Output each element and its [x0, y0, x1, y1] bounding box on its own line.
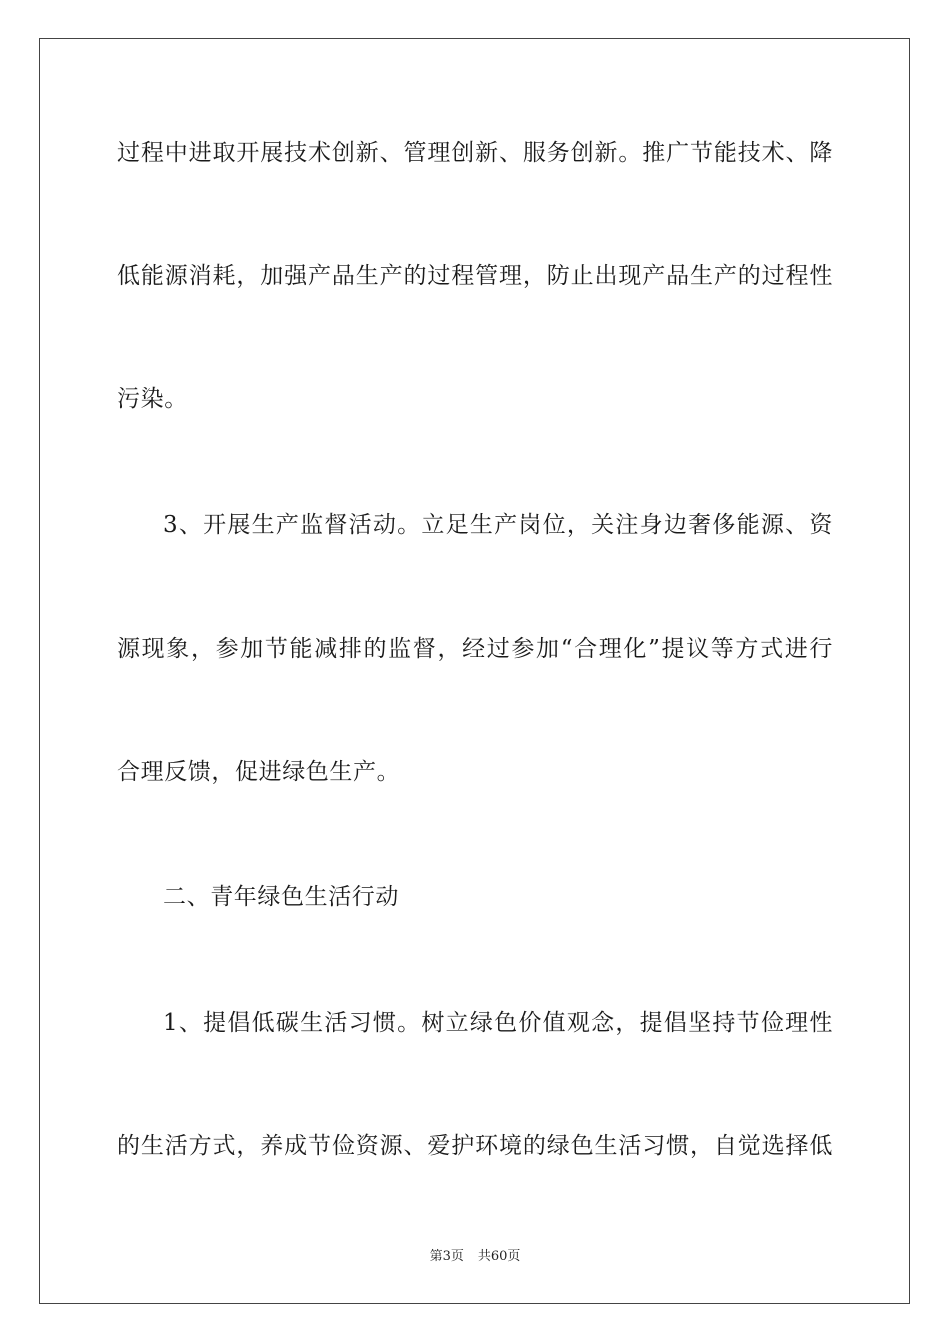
body-line-3: 污染。 [117, 386, 188, 412]
page-border [39, 38, 910, 1304]
page-total: 共60页 [477, 1249, 521, 1264]
section-heading: 二、青年绿色生活行动 [163, 884, 399, 910]
body-line-6: 合理反馈，促进绿色生产。 [117, 759, 401, 785]
body-line-5: 源现象，参加节能减排的监督，经过参加“合理化”提议等方式进行 [117, 636, 833, 662]
body-line-4: 3、开展生产监督活动。立足生产岗位，关注身边奢侈能源、资 [163, 512, 833, 538]
page-footer [0, 1248, 950, 1266]
body-line-9: 的生活方式，养成节俭资源、爱护环境的绿色生活习惯，自觉选择低 [117, 1133, 833, 1159]
body-line-2: 低能源消耗，加强产品生产的过程管理，防止出现产品生产的过程性 [117, 263, 833, 289]
page-number: 第3页 [429, 1249, 464, 1264]
body-line-8: 1、提倡低碳生活习惯。树立绿色价值观念，提倡坚持节俭理性 [163, 1010, 833, 1036]
body-line-1: 过程中进取开展技术创新、管理创新、服务创新。推广节能技术、降 [117, 140, 833, 166]
